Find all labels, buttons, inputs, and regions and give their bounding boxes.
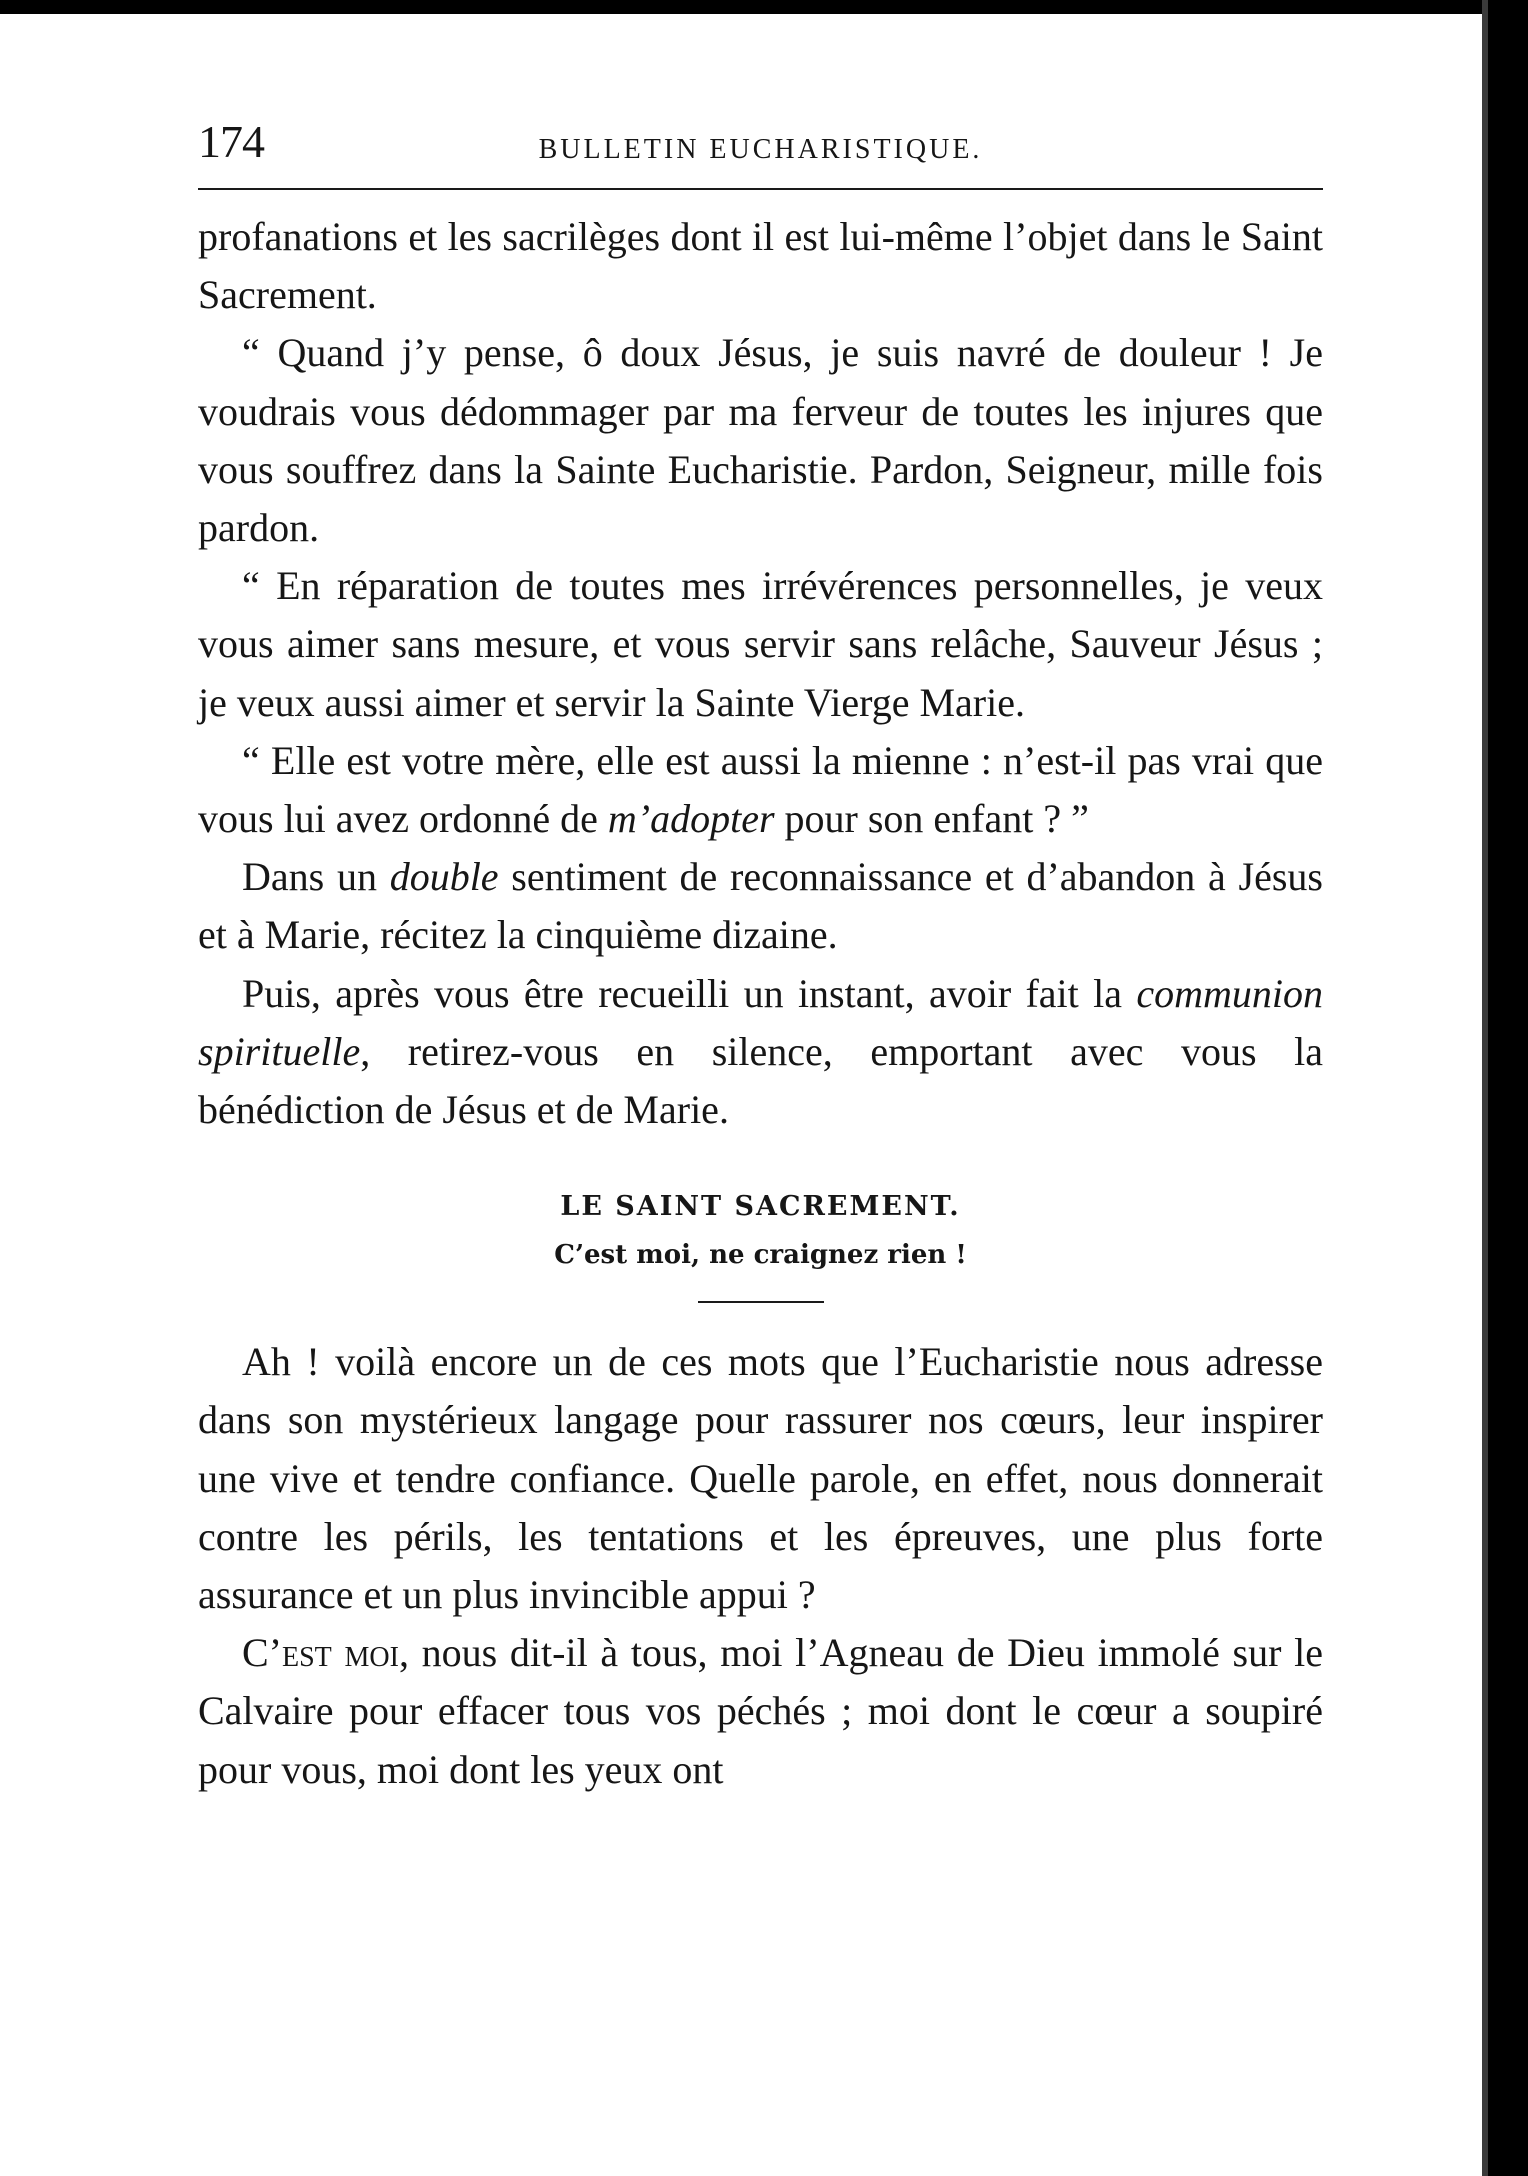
italic-term: communion spirituelle	[198, 970, 1323, 1074]
running-head: BULLETIN EUCHARISTIQUE.	[538, 134, 983, 165]
book-page	[198, 110, 1323, 1799]
paragraph-text: , nous dit-il à tous, moi l’Agneau de Dieu immolé sur le Calvaire pour effacer tous vos péchés ; moi dont le cœur a soupiré pour vous, moi dont les yeux ont	[198, 1630, 1323, 1792]
section-subtitle: C’est moi, ne craignez rien !	[554, 1240, 967, 1271]
paragraph-instruction-1	[198, 848, 1323, 964]
paragraph-continuation: profanations et les sacrilèges dont il est lui-même l’objet dans le Saint Sacrement.	[198, 214, 1323, 318]
italic-term: double	[389, 854, 499, 900]
paragraph-text: , retirez-vous en silence, emportant avec vous la bénédiction de Jésus et de Marie.	[198, 1028, 1323, 1133]
paragraph-text: pour son enfant ? ”	[774, 796, 1089, 842]
scan-border-right	[1488, 0, 1528, 2176]
section-rule	[698, 1301, 824, 1303]
paragraph-text: Dans un	[242, 854, 390, 900]
section-heading	[198, 1183, 1323, 1303]
page-header	[198, 110, 1323, 174]
paragraph-prayer-2: “ En réparation de toutes mes irrévérences personnelles, je veux vous aimer sans mesure, et vous servir sans relâche, Sauveur Jésus ; je veux aussi aimer et servir la Sainte Vierge Marie.	[198, 563, 1323, 725]
italic-term: m’adopter	[607, 796, 775, 842]
paragraph-prayer-3	[198, 732, 1323, 848]
paragraph-prayer-1: “ Quand j’y pense, ô doux Jésus, je suis navré de douleur ! Je voudrais vous dédommager par ma ferveur de toutes les injures que vous souffrez dans la Sainte Eucharistie. Pardon, Seigneur, mille fois pardon.	[198, 330, 1323, 551]
paragraph-text: “ Elle est votre mère, elle est aussi la mienne : n’est-il pas vrai que vous lui avez ordonné de	[198, 737, 1323, 842]
paragraph-body-2	[198, 1624, 1323, 1799]
paragraph-instruction-2	[198, 965, 1323, 1140]
smallcaps-lead: C’est moi	[242, 1630, 399, 1676]
paragraph-text: sentiment de reconnaissance et d’abandon à Jésus et à Marie, récitez la cinquième dizaine.	[198, 854, 1323, 958]
section-title: LE SAINT SACREMENT.	[560, 1191, 961, 1223]
page-number: 174	[198, 116, 264, 167]
paragraph-text: Puis, après vous être recueilli un instant, avoir fait la	[242, 970, 1137, 1016]
paragraph-body-1: Ah ! voilà encore un de ces mots que l’Eucharistie nous adresse dans son mystérieux langage pour rassurer nos cœurs, leur inspirer une vive et tendre confiance. Quelle parole, en effet, nous donnerait contre les périls, les tentations et les épreuves, une plus forte assurance et un plus invincible appui ?	[198, 1339, 1323, 1618]
scan-border-top	[0, 0, 1528, 14]
header-rule	[198, 188, 1323, 190]
